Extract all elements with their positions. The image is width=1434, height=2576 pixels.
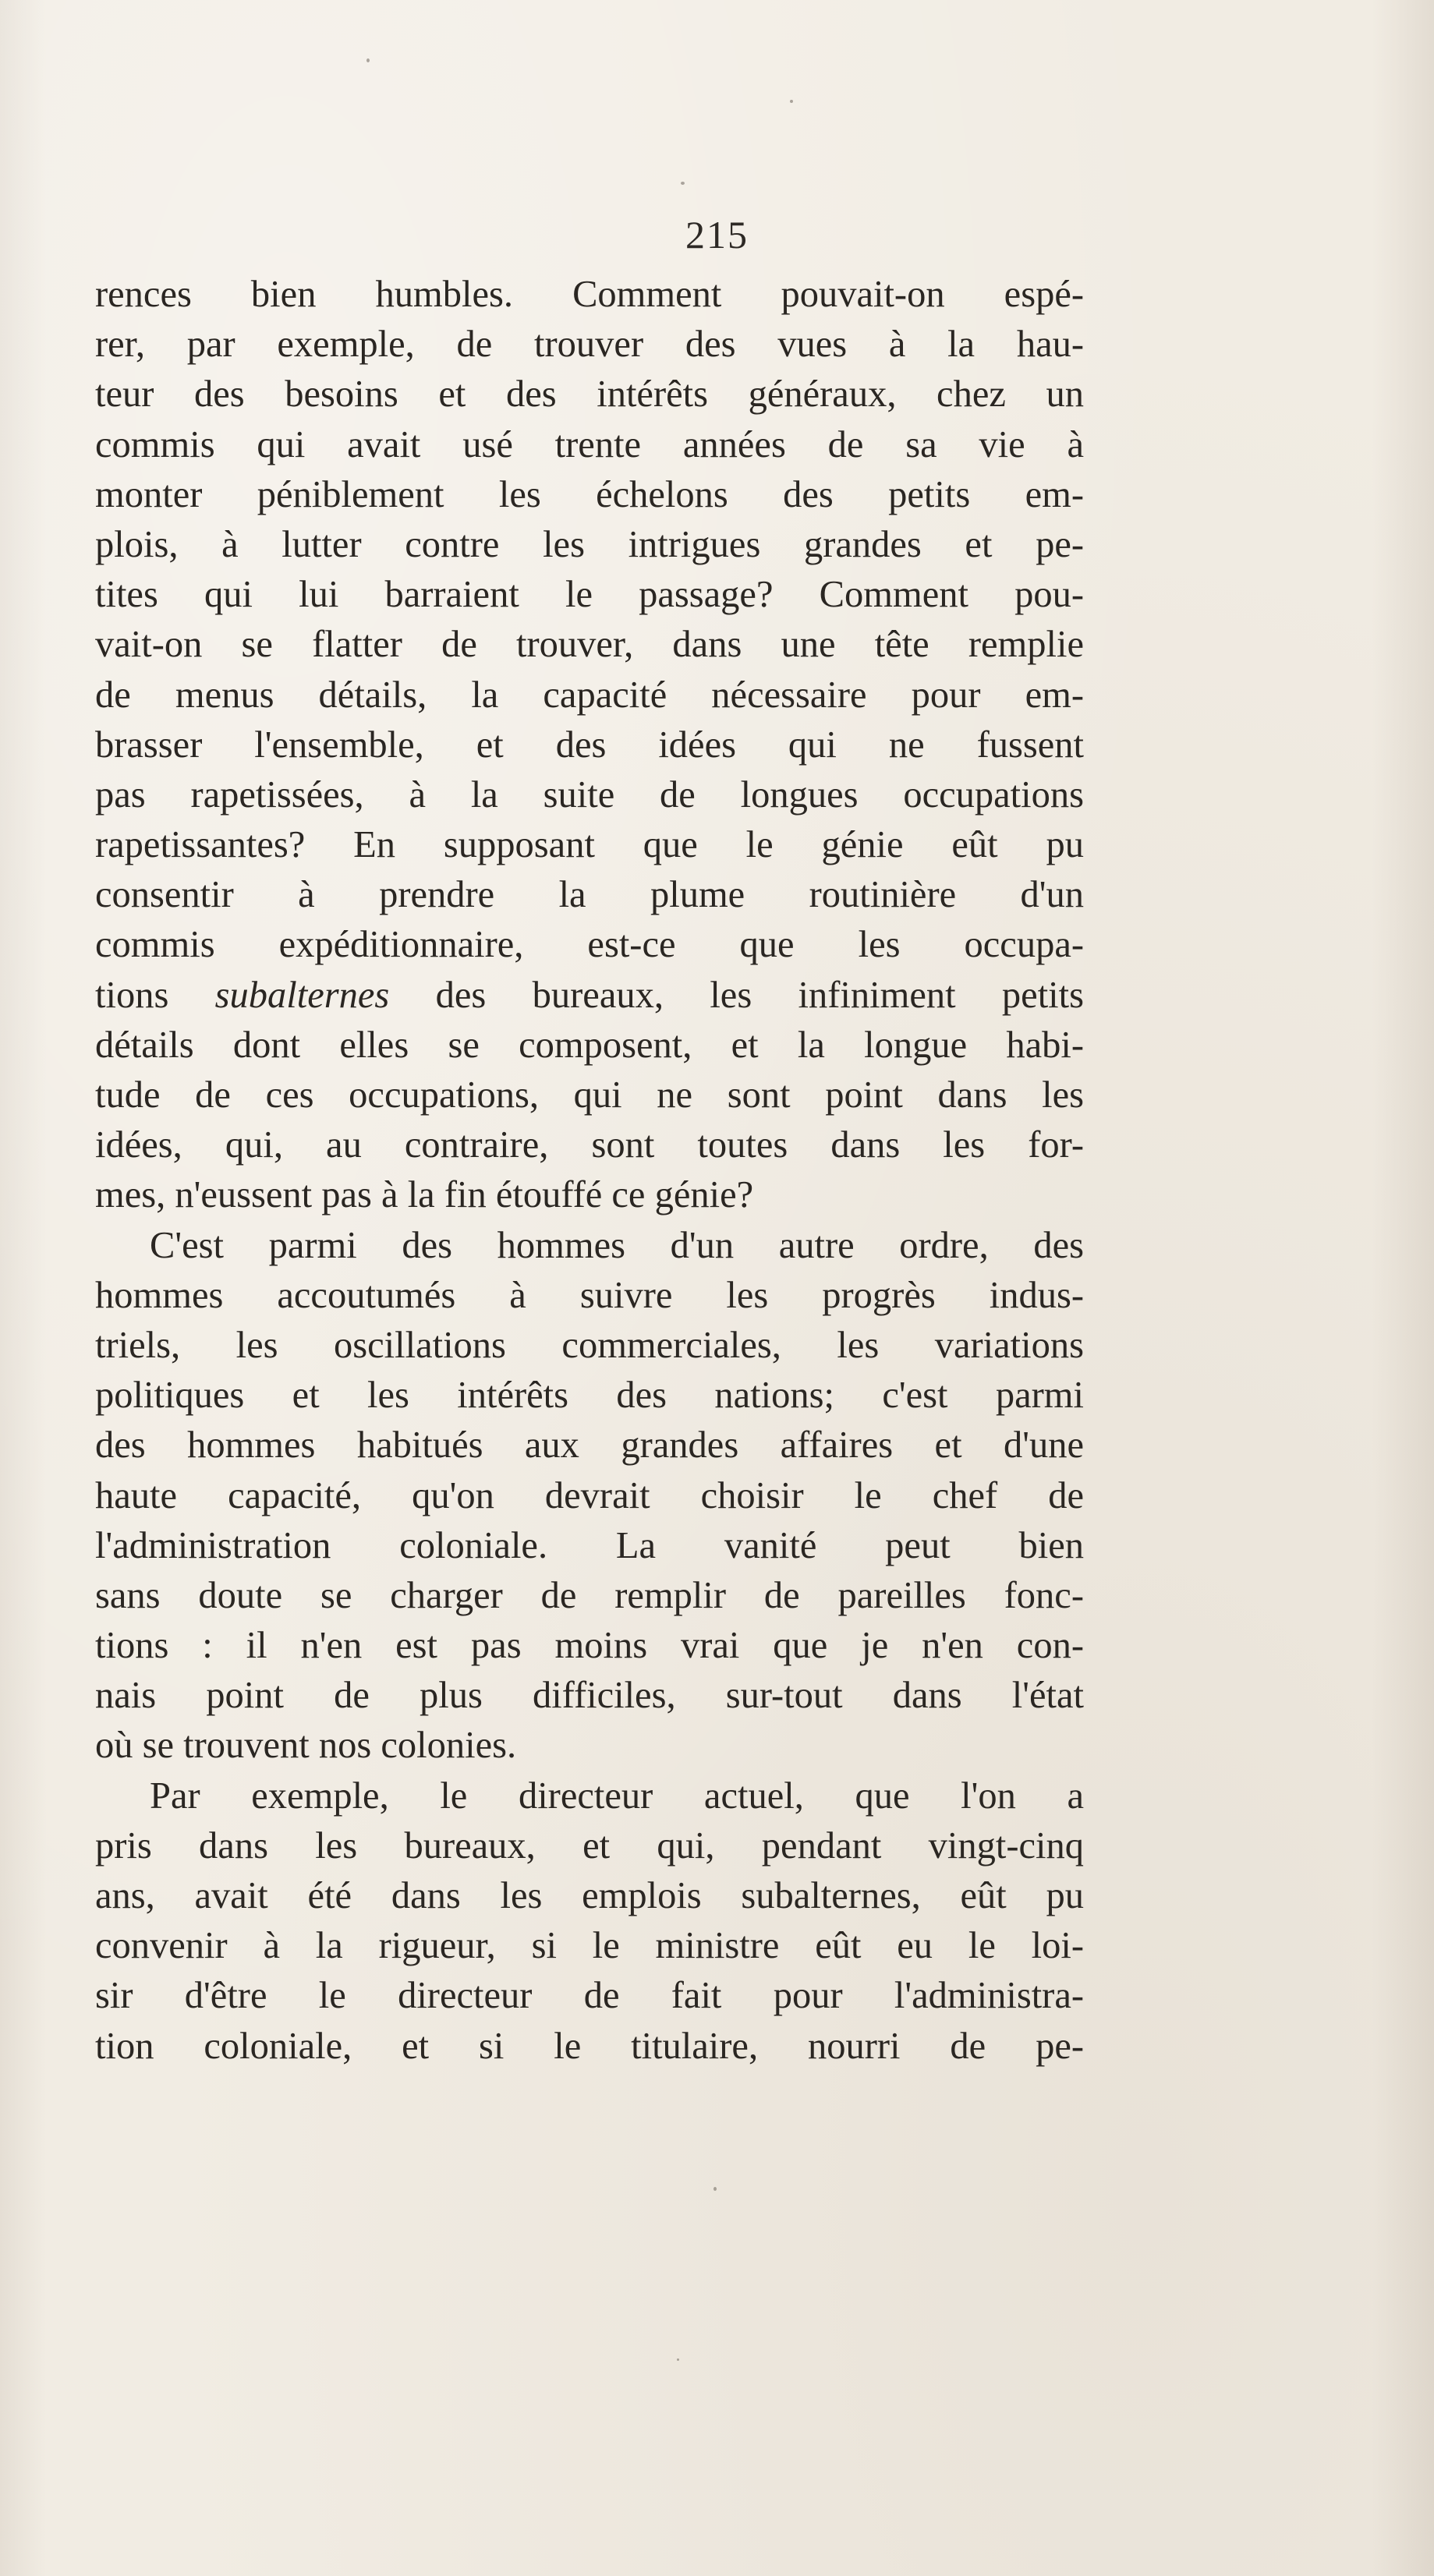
- text-line: idées, qui, au contraire, sont toutes dans les for-: [95, 1124, 1084, 1166]
- text-line: pris dans les bureaux, et qui, pendant vingt-cinq: [95, 1824, 1084, 1867]
- text-line: de menus détails, la capacité nécessaire pour em-: [95, 674, 1084, 716]
- text-line: C'est parmi des hommes d'un autre ordre, des: [150, 1224, 1084, 1266]
- text-line: politiques et les intérêts des nations; c'est parmi: [95, 1375, 1084, 1417]
- page-number: 215: [685, 213, 749, 257]
- paragraph-1: [95, 270, 1084, 1221]
- text-line: hommes accoutumés à suivre les progrès indus-: [95, 1274, 1084, 1316]
- text-line: tites qui lui barraient le passage? Comment pou-: [95, 574, 1084, 616]
- text-line: pas rapetissées, à la suite de longues occupations: [95, 773, 1084, 816]
- text-line: commis expéditionnaire, est-ce que les occupa-: [95, 924, 1084, 966]
- text-line: ans, avait été dans les emplois subalternes, eût pu: [95, 1875, 1084, 1916]
- text-line: tions subalternes des bureaux, les infiniment petits: [95, 974, 1085, 1016]
- text-line: nais point de plus difficiles, sur-tout dans l'état: [95, 1675, 1084, 1717]
- text-line: sans doute se charger de remplir de pareilles fonc-: [95, 1574, 1084, 1616]
- text-line: tude de ces occupations, qui ne sont point dans les: [95, 1074, 1084, 1116]
- paper-speck: [366, 58, 370, 62]
- text-line: triels, les oscillations commerciales, les variations: [95, 1324, 1084, 1366]
- body-text: [95, 270, 1084, 2072]
- text-line: commis qui avait usé trente années de sa vie à: [95, 423, 1084, 465]
- text-line: teur des besoins et des intérêts généraux, chez un: [95, 373, 1084, 416]
- paragraph-2: [95, 1221, 1084, 1771]
- text-line: l'administration coloniale. La vanité peut bien: [95, 1524, 1084, 1566]
- text-line: tions : il n'en est pas moins vrai que je n'en con-: [95, 1625, 1084, 1667]
- text-line: consentir à prendre la plume routinière d'un: [95, 874, 1084, 916]
- text-line: plois, à lutter contre les intrigues grandes et pe-: [95, 523, 1084, 565]
- text-line: tion coloniale, et si le titulaire, nourri de pe-: [95, 2025, 1084, 2067]
- paragraph-3: [95, 1771, 1084, 2072]
- italic-word: subalternes: [214, 974, 390, 1016]
- text-line: où se trouvent nos colonies.: [95, 1725, 517, 1767]
- text-line: rences bien humbles. Comment pouvait-on espé-: [95, 274, 1084, 315]
- text-line: vait-on se flatter de trouver, dans une tête remplie: [95, 624, 1084, 666]
- text-line: monter péniblement les échelons des petits em-: [95, 473, 1084, 515]
- paper-speck: [790, 100, 793, 103]
- text-line: convenir à la rigueur, si le ministre eût eu le loi-: [95, 1925, 1084, 1967]
- text-line: rapetissantes? En supposant que le génie eût pu: [95, 824, 1084, 866]
- text-line: haute capacité, qu'on devrait choisir le chef de: [95, 1474, 1084, 1516]
- paper-speck: [677, 2358, 679, 2361]
- text-line: Par exemple, le directeur actuel, que l'on a: [150, 1775, 1084, 1817]
- paper-speck: [681, 182, 685, 185]
- text-line: brasser l'ensemble, et des idées qui ne fussent: [95, 724, 1084, 766]
- paper-speck: [713, 2187, 717, 2191]
- text-line: des hommes habitués aux grandes affaires et d'une: [95, 1424, 1084, 1467]
- text-line: rer, par exemple, de trouver des vues à la hau-: [95, 324, 1084, 366]
- text-line: mes, n'eussent pas à la fin étouffé ce génie?: [95, 1174, 754, 1216]
- text-line: sir d'être le directeur de fait pour l'administra-: [95, 1975, 1084, 2017]
- text-line: détails dont elles se composent, et la longue habi-: [95, 1024, 1084, 1066]
